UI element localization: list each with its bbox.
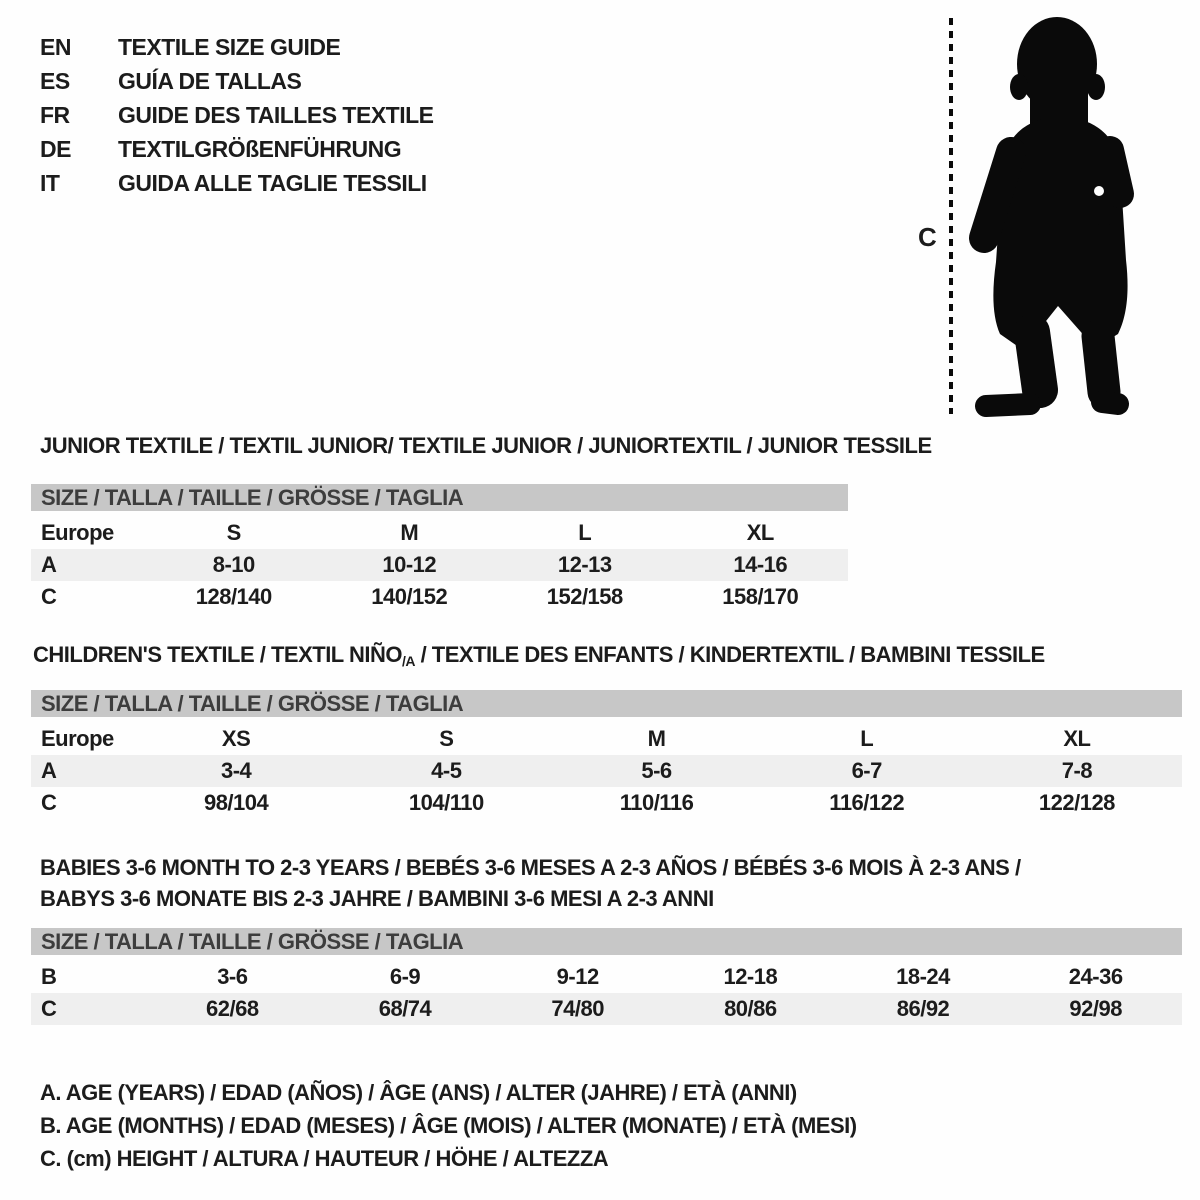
table-row bbox=[31, 961, 1182, 993]
row-label: A bbox=[41, 758, 57, 783]
language-row bbox=[40, 132, 434, 166]
row-label: B bbox=[41, 964, 57, 989]
legend-line-c: C. (cm) HEIGHT / ALTURA / HAUTEUR / HÖHE / ALTEZZA bbox=[40, 1146, 609, 1171]
table-row bbox=[31, 549, 848, 581]
row-label: A bbox=[41, 552, 57, 577]
size-cell: 3-4 bbox=[220, 758, 252, 783]
size-header-bar: SIZE / TALLA / TAILLE / GRÖSSE / TAGLIA bbox=[31, 690, 1182, 717]
size-cell: 4-5 bbox=[431, 758, 462, 783]
size-cell: L bbox=[860, 726, 874, 751]
size-cell: 140/152 bbox=[371, 584, 448, 609]
size-cell: 122/128 bbox=[1038, 790, 1115, 815]
size-cell: 116/122 bbox=[829, 790, 905, 815]
size-cell: XL bbox=[1063, 726, 1091, 751]
children-heading-prefix: CHILDREN'S TEXTILE / TEXTIL NIÑO bbox=[33, 642, 402, 667]
size-cell: 152/158 bbox=[546, 584, 623, 609]
table-row bbox=[31, 993, 1182, 1025]
language-title: GUIDA ALLE TAGLIE TESSILI bbox=[118, 169, 427, 196]
table-row bbox=[31, 787, 1182, 819]
babies-section-heading bbox=[40, 852, 1021, 914]
size-cell: 6-9 bbox=[389, 964, 421, 989]
table-row bbox=[31, 755, 1182, 787]
size-cell: 104/110 bbox=[408, 790, 484, 815]
size-cell: 158/170 bbox=[722, 584, 799, 609]
language-list bbox=[40, 30, 434, 200]
size-cell: 10-12 bbox=[382, 552, 437, 577]
language-code: ES bbox=[40, 67, 70, 94]
language-code: FR bbox=[40, 101, 70, 128]
row-label: C bbox=[41, 790, 57, 815]
table-row bbox=[31, 581, 848, 613]
size-cell: 62/68 bbox=[206, 996, 259, 1021]
size-cell: 98/104 bbox=[203, 790, 269, 815]
size-cell: 18-24 bbox=[896, 964, 950, 989]
table-row bbox=[31, 723, 1182, 755]
size-cell: 12-13 bbox=[557, 552, 612, 577]
figure-toddler-silhouette bbox=[880, 0, 1200, 445]
junior-section-heading: JUNIOR TEXTILE / TEXTIL JUNIOR/ TEXTILE JUNIOR / JUNIORTEXTIL / JUNIOR TESSILE bbox=[40, 433, 932, 458]
size-cell: XS bbox=[221, 726, 251, 751]
size-cell: 12-18 bbox=[723, 964, 778, 989]
children-heading-sub: /A bbox=[401, 653, 415, 669]
language-row bbox=[40, 98, 434, 132]
legend-line-a: A. AGE (YEARS) / EDAD (AÑOS) / ÂGE (ANS) / ALTER (JAHRE) / ETÀ (ANNI) bbox=[40, 1080, 797, 1105]
legend bbox=[40, 1076, 857, 1175]
row-label: Europe bbox=[41, 726, 114, 751]
size-cell: 7-8 bbox=[1061, 758, 1093, 783]
size-header-bar: SIZE / TALLA / TAILLE / GRÖSSE / TAGLIA bbox=[31, 484, 848, 511]
size-cell: 14-16 bbox=[733, 552, 788, 577]
language-code: IT bbox=[40, 169, 60, 196]
children-heading-suffix: / TEXTILE DES ENFANTS / KINDERTEXTIL / BAMBINI TESSILE bbox=[414, 642, 1045, 667]
language-title: TEXTILE SIZE GUIDE bbox=[118, 33, 341, 60]
junior-size-table bbox=[31, 484, 848, 613]
size-cell: 74/80 bbox=[551, 996, 604, 1021]
children-size-table bbox=[31, 690, 1182, 819]
table-row bbox=[31, 517, 848, 549]
size-cell: 6-7 bbox=[851, 758, 882, 783]
size-cell: 8-10 bbox=[212, 552, 255, 577]
size-cell: S bbox=[226, 520, 241, 545]
size-cell: 86/92 bbox=[896, 996, 950, 1021]
row-label: C bbox=[41, 996, 57, 1021]
language-title: GUIDE DES TAILLES TEXTILE bbox=[118, 101, 434, 128]
size-cell: S bbox=[439, 726, 454, 751]
language-row bbox=[40, 30, 434, 64]
size-cell: 110/116 bbox=[619, 790, 694, 815]
row-label: C bbox=[41, 584, 57, 609]
size-cell: 128/140 bbox=[195, 584, 272, 609]
toddler-silhouette-graphic bbox=[880, 0, 1200, 440]
language-title: TEXTILGRÖßENFÜHRUNG bbox=[118, 135, 402, 162]
language-title: GUÍA DE TALLAS bbox=[118, 67, 302, 94]
row-label: Europe bbox=[41, 520, 114, 545]
size-cell: 68/74 bbox=[378, 996, 432, 1021]
language-code: EN bbox=[40, 33, 71, 60]
size-cell: M bbox=[400, 520, 419, 545]
babies-size-table bbox=[31, 928, 1182, 1025]
language-row bbox=[40, 166, 434, 200]
size-cell: 92/98 bbox=[1069, 996, 1122, 1021]
height-measure-label: C bbox=[918, 222, 937, 252]
language-row bbox=[40, 64, 434, 98]
size-cell: M bbox=[647, 726, 666, 751]
children-section-heading bbox=[33, 642, 1045, 668]
size-cell: 3-6 bbox=[217, 964, 248, 989]
size-header-bar: SIZE / TALLA / TAILLE / GRÖSSE / TAGLIA bbox=[31, 928, 1182, 955]
babies-heading-line1: BABIES 3-6 MONTH TO 2-3 YEARS / BEBÉS 3-6 MESES A 2-3 AÑOS / BÉBÉS 3-6 MOIS À 2-3 ANS / bbox=[40, 855, 1021, 880]
size-cell: L bbox=[578, 520, 592, 545]
size-cell: 24-36 bbox=[1068, 964, 1123, 989]
babies-heading-line2: BABYS 3-6 MONATE BIS 2-3 JAHRE / BAMBINI 3-6 MESI A 2-3 ANNI bbox=[40, 886, 714, 911]
language-code: DE bbox=[40, 135, 71, 162]
size-cell: XL bbox=[746, 520, 774, 545]
size-cell: 80/86 bbox=[724, 996, 777, 1021]
size-cell: 9-12 bbox=[556, 964, 599, 989]
size-cell: 5-6 bbox=[641, 758, 672, 783]
legend-line-b: B. AGE (MONTHS) / EDAD (MESES) / ÂGE (MOIS) / ALTER (MONATE) / ETÀ (MESI) bbox=[40, 1113, 857, 1138]
